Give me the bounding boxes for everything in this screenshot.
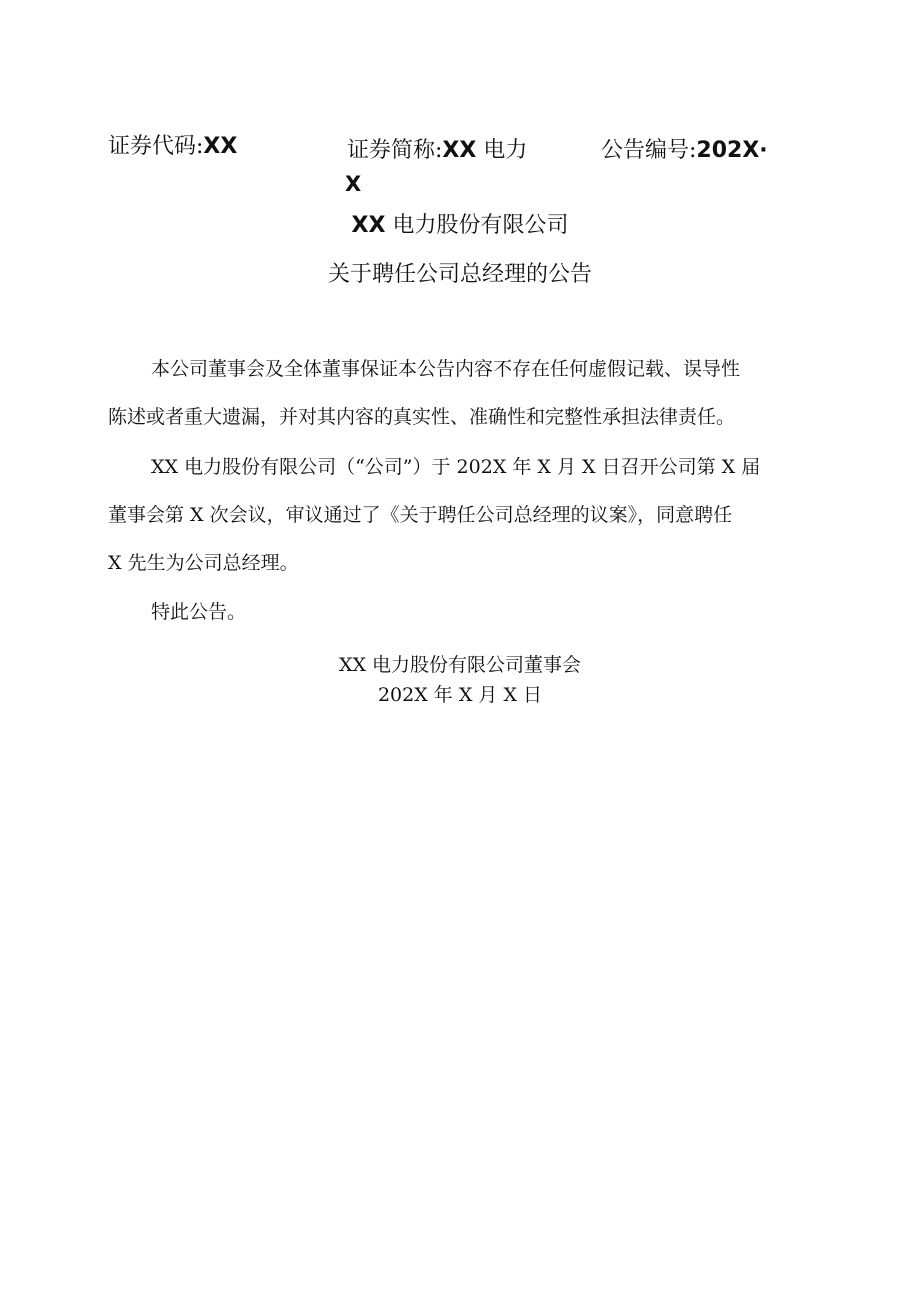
stock-name-suffix: 电力 bbox=[476, 138, 528, 163]
paragraph-line: XX 电力股份有限公司（“公司”）于 202X 年 X 月 X 日召开公司第 X 届 bbox=[151, 456, 761, 478]
announcement-number bbox=[601, 134, 768, 168]
company-title bbox=[0, 209, 920, 243]
stock-code bbox=[108, 130, 237, 164]
signature-organization: XX 电力股份有限公司董事会 bbox=[338, 654, 582, 676]
announcement-number-value: 202X· bbox=[696, 138, 768, 163]
signature-date: 202X 年 X 月 X 日 bbox=[377, 684, 543, 706]
stock-short-name bbox=[347, 134, 527, 168]
paragraph-line: X 先生为公司总经理。 bbox=[108, 552, 299, 574]
paragraph-line: 陈述或者重大遗漏，并对其内容的真实性、准确性和完整性承担法律责任。 bbox=[108, 406, 736, 428]
paragraph-line: 董事会第 X 次会议，审议通过了《关于聘任公司总经理的议案》，同意聘任 bbox=[108, 504, 733, 526]
announcement-number-label: 公告编号: bbox=[601, 138, 697, 163]
stock-code-value: XX bbox=[203, 134, 238, 159]
company-title-prefix: XX bbox=[351, 213, 386, 238]
stock-code-label: 证券代码: bbox=[108, 134, 204, 159]
stock-name-value: XX bbox=[442, 138, 477, 163]
disclaimer-paragraph bbox=[108, 345, 824, 441]
announcement-title: 关于聘任公司总经理的公告 bbox=[327, 262, 592, 287]
paragraph-line: 本公司董事会及全体董事保证本公告内容不存在任何虚假记载、误导性 bbox=[151, 358, 741, 380]
closing-paragraph bbox=[108, 588, 824, 636]
stock-name-label: 证券简称: bbox=[347, 138, 443, 163]
announcement-number-continuation: X bbox=[345, 172, 362, 196]
paragraph-line: 特此公告。 bbox=[151, 601, 247, 623]
appointment-paragraph bbox=[108, 443, 824, 587]
company-title-rest: 电力股份有限公司 bbox=[385, 213, 569, 238]
